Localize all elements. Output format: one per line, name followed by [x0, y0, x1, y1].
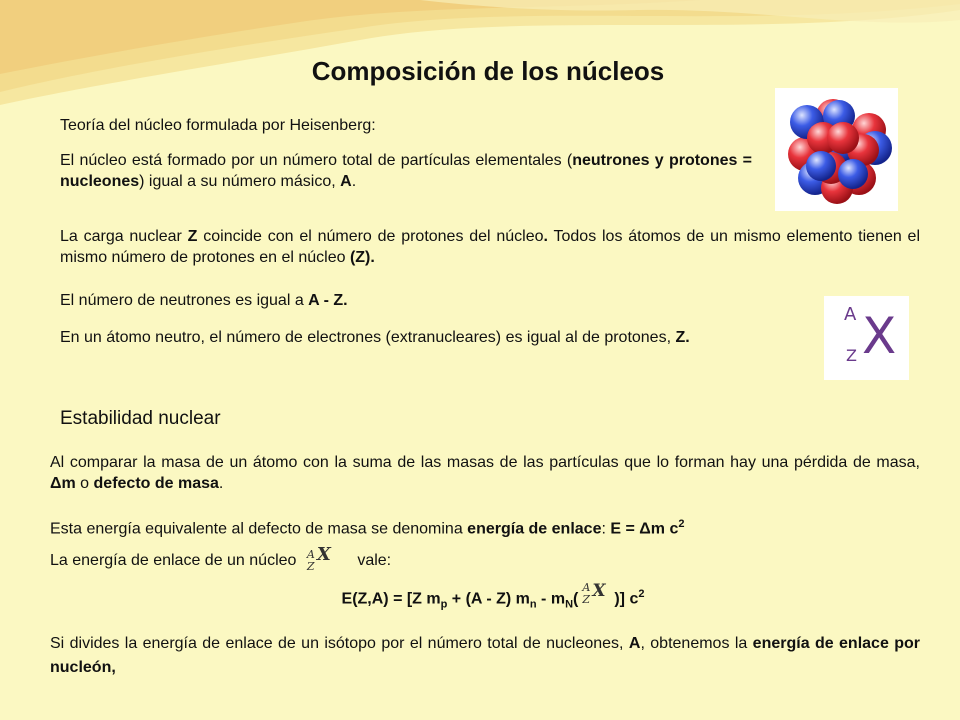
page-title: Composición de los núcleos	[311, 56, 665, 86]
nucleus-icon	[775, 88, 898, 211]
nuclide-symbol-inline: A Z X	[306, 544, 331, 573]
paragraph-theory: Teoría del núcleo formulada por Heisenberg:	[60, 117, 376, 134]
paragraph-mass-defect: Al comparar la masa de un átomo con la suma de las masas de las partículas que lo forman hay una pérdida de masa, Δm o defecto de masa.	[50, 454, 920, 492]
element-symbol: X	[862, 307, 897, 365]
mass-number: A	[844, 304, 857, 325]
paragraph-nucleus-energy: La energía de enlace de un núcleo A Z X vale:	[50, 544, 392, 573]
nucleus-image	[775, 88, 898, 211]
nuclide-notation	[824, 296, 909, 380]
section-heading: Estabilidad nuclear	[60, 408, 221, 429]
paragraph-nucleus: El núcleo está formado por un número total de partículas elementales (neutrones y protones = nucleones) igual a su número másico, A.	[60, 152, 752, 190]
paragraph-binding-energy: Esta energía equivalente al defecto de masa se denomina energía de enlace: E = Δm $c^2$	[50, 518, 685, 538]
paragraph-electrons: En un átomo neutro, el número de electrones (extranucleares) es igual al de protones, Z.	[60, 329, 690, 346]
paragraph-neutrons: El número de neutrones es igual a A - Z.	[60, 292, 348, 309]
nuclide-symbol-formula: A Z X	[582, 581, 606, 607]
atomic-number: Z	[846, 346, 857, 365]
paragraph-charge: La carga nuclear Z coincide con el número de protones del núcleo. Todos los átomos de un mismo elemento tienen el mismo número de protones en el núcleo (Z).	[60, 228, 921, 266]
binding-energy-formula: E(Z,A) = [Z $m_p + (A - Z)$ $m_n - m_N$( A Z X )] $c^2$	[341, 581, 645, 611]
paragraph-per-nucleon: Si divides la energía de enlace de un isótopo por el número total de nucleones, A, obtenemos la energía de enlace por nucleón,	[50, 635, 920, 676]
